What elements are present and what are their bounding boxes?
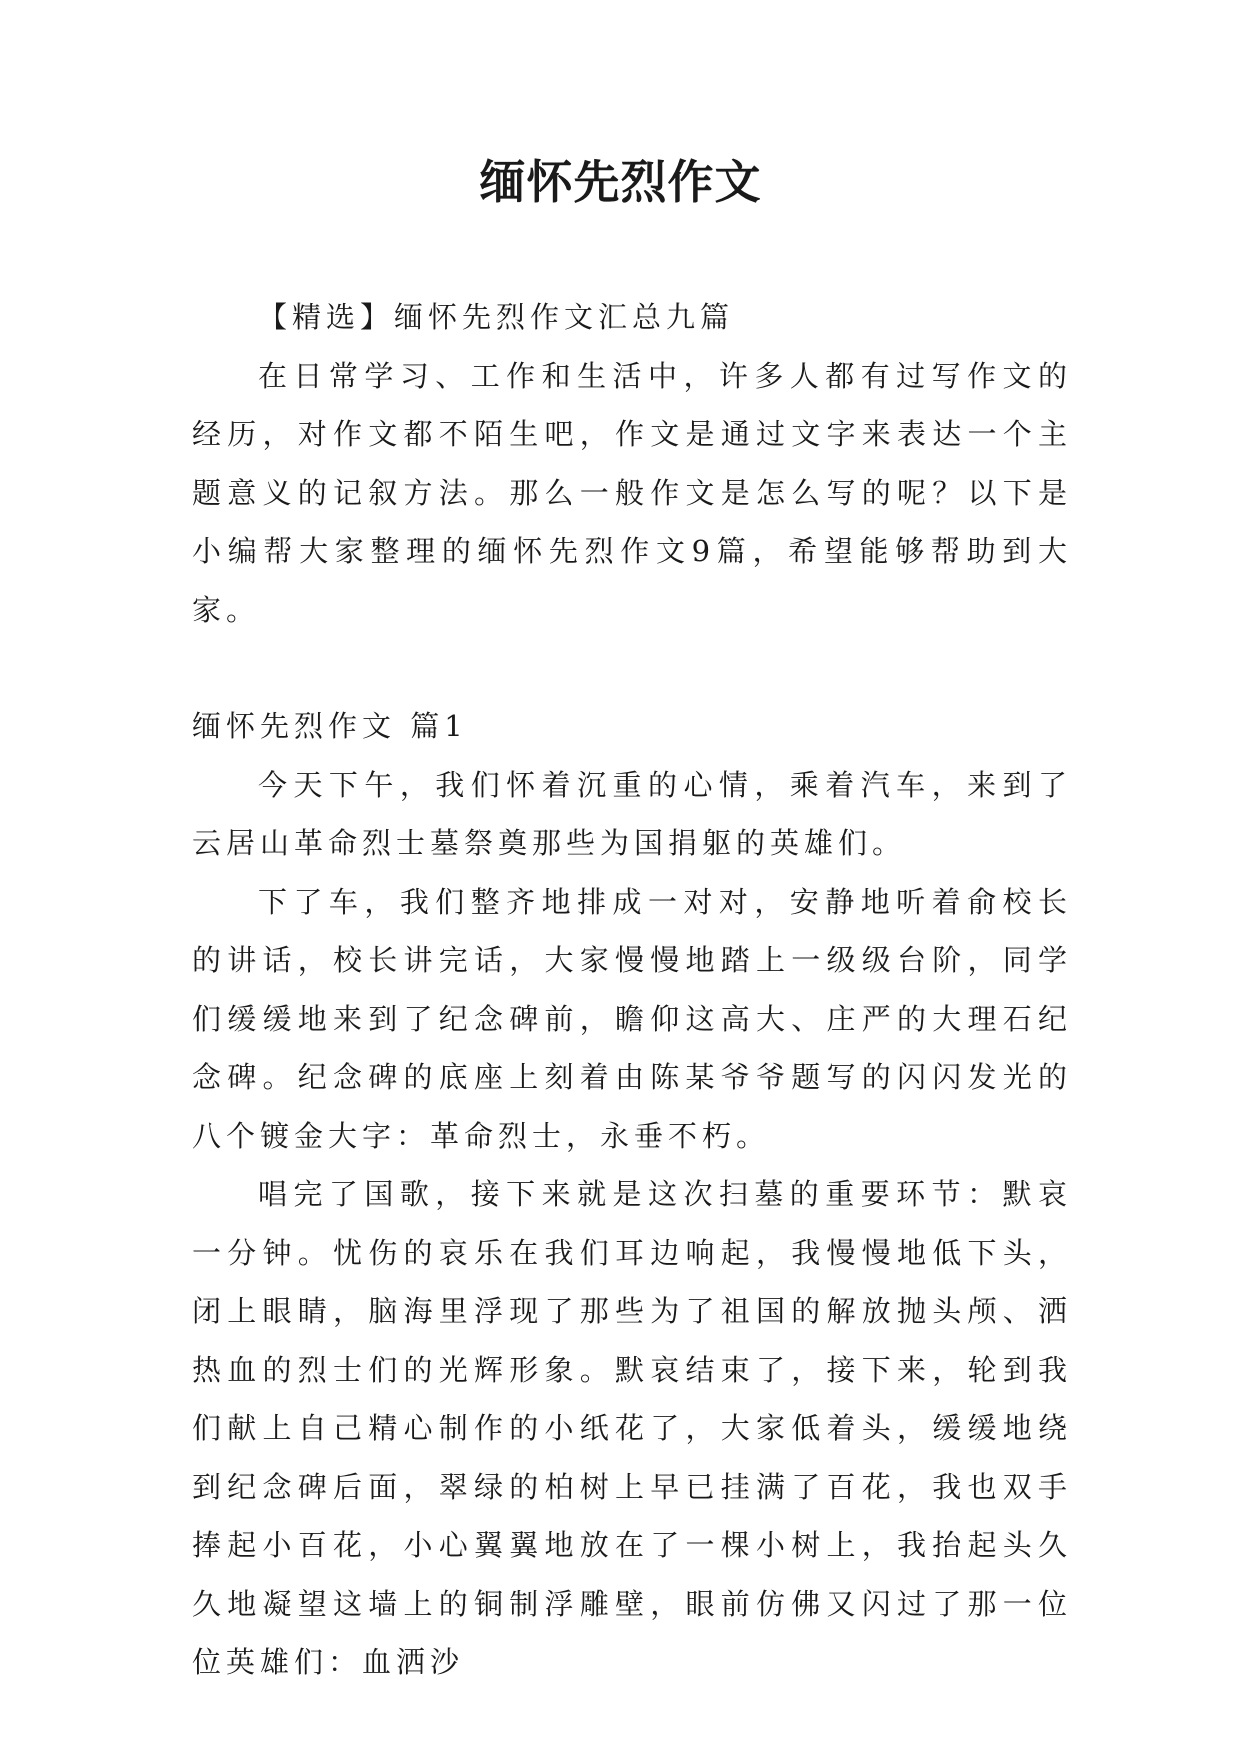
document-body [192,288,1072,1692]
document-title: 缅怀先烈作文 [479,155,762,209]
body-paragraph: 下了车，我们整齐地排成一对对，安静地听着俞校长的讲话，校长讲完话，大家慢慢地踏上一级级台阶，同学们缓缓地来到了纪念碑前，瞻仰这高大、庄严的大理石纪念碑。纪念碑的底座上刻着由陈某爷爷题写的闪闪发光的八个镀金大字：革命烈士，永垂不朽。 [192,884,1072,1153]
body-paragraph: 今天下午，我们怀着沉重的心情，乘着汽车，来到了云居山革命烈士墓祭奠那些为国捐躯的英雄们。 [192,767,1072,860]
intro-paragraph: 在日常学习、工作和生活中，许多人都有过写作文的经历，对作文都不陌生吧，作文是通过文字来表达一个主题意义的记叙方法。那么一般作文是怎么写的呢？以下是小编帮大家整理的缅怀先烈作文9篇，希望能够帮助到大家。 [192,358,1072,627]
section-heading: 缅怀先烈作文 篇1 [192,709,468,743]
body-paragraph: 唱完了国歌，接下来就是这次扫墓的重要环节：默哀一分钟。忧伤的哀乐在我们耳边响起，我慢慢地低下头，闭上眼睛，脑海里浮现了那些为了祖国的解放抛头颅、洒热血的烈士们的光辉形象。默哀结束了，接下来，轮到我们献上自己精心制作的小纸花了，大家低着头，缓缓地绕到纪念碑后面，翠绿的柏树上早已挂满了百花，我也双手捧起小百花，小心翼翼地放在了一棵小树上，我抬起头久久地凝望这墙上的铜制浮雕壁，眼前仿佛又闪过了那一位位英雄们：血洒沙 [192,1177,1072,1679]
document-subtitle: 【精选】缅怀先烈作文汇总九篇 [258,300,735,334]
